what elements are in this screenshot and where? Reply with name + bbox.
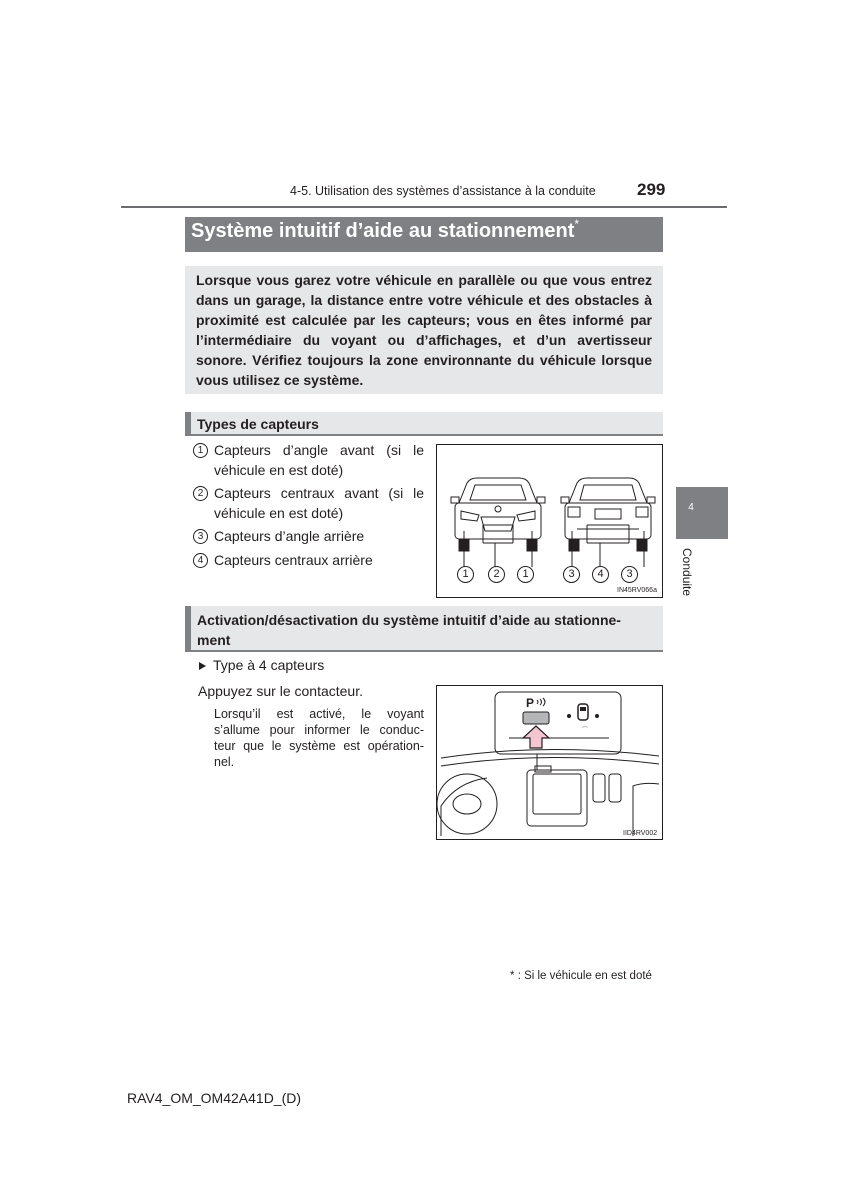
callout-4-icon: 4 — [592, 566, 609, 583]
asterisk-icon: * — [510, 970, 515, 982]
number-3-icon: 3 — [193, 529, 208, 544]
sensor-types-heading: Types de capteurs — [197, 416, 319, 432]
dashboard-illustration — [437, 686, 662, 839]
number-4-icon: 4 — [193, 553, 208, 568]
chapter-tab — [676, 487, 728, 539]
header-rule — [121, 206, 727, 208]
svg-text:⌒: ⌒ — [582, 728, 589, 734]
page-title — [191, 217, 580, 243]
title-asterisk: * — [574, 217, 580, 231]
instruction-text: Appuyez sur le contacteur. — [198, 683, 363, 699]
title-text: Système intuitif d’aide au stationnement — [191, 220, 575, 242]
footnote: * : Si le véhicule en est doté — [510, 970, 652, 982]
callout-1-icon: 1 — [517, 566, 534, 583]
callout-2-icon: 2 — [488, 566, 505, 583]
callout-1-icon: 1 — [457, 566, 474, 583]
figure-code: IN45RV066a — [617, 587, 657, 594]
chapter-number: 4 — [688, 502, 694, 513]
intro-text: Lorsque vous garez votre véhicule en parallèle ou que vous entrez dans un garage, la distance entre votre véhicule et des obstacles à proximité est calculée par les capteurs; vous en êtes informé par l’intermédiaire du voyant ou d’affichages, et d’un avertisseur sonore. Vérifiez toujours la zone environnante du véhicule lorsque vous utilisez ce système. — [196, 272, 652, 388]
figure-code: IID4RV002 — [623, 830, 658, 837]
page-number: 299 — [637, 180, 666, 199]
sensor-locations-figure — [436, 444, 663, 598]
number-2-icon: 2 — [193, 486, 208, 501]
activation-heading: Activation/désactivation du système intuitif d’aide au stationne- ment — [197, 612, 621, 648]
bullet-item: Type à 4 capteurs — [199, 657, 324, 673]
document-code: RAV4_OM_OM42A41D_(D) — [127, 1090, 302, 1106]
activation-note: Lorsqu’il est activé, le voyant s’allume pour informer le conduc- teur que le système est opération- nel. — [214, 707, 424, 769]
header-section-title: 4-5. Utilisation des systèmes d’assistance à la conduite — [290, 184, 596, 198]
number-1-icon: 1 — [193, 443, 208, 458]
switch-location-figure — [436, 685, 663, 840]
triangle-right-icon — [199, 662, 206, 670]
callout-3-icon: 3 — [563, 566, 580, 583]
chapter-label: Conduite — [680, 548, 694, 597]
parking-assist-symbol: P — [526, 696, 535, 710]
callout-3-icon: 3 — [621, 566, 638, 583]
